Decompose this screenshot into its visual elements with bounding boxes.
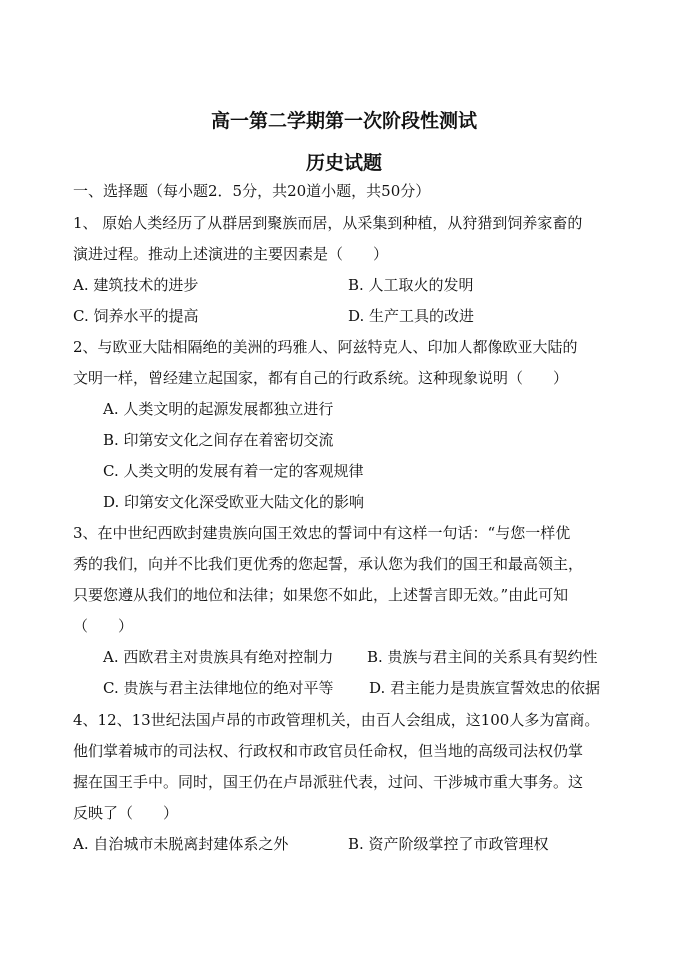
q4-option-b: B. 资产阶级掌控了市政管理权 — [348, 835, 549, 853]
q3-stem-line4: （ ） — [73, 617, 134, 635]
q1-option-d: D. 生产工具的改进 — [348, 307, 475, 325]
q4-stem-line1: 4、12、13世纪法国卢昂的市政管理机关，由百人会组成，这100人多为富商。 — [73, 711, 600, 729]
q1-option-c: C. 饲养水平的提高 — [73, 307, 199, 325]
q3-stem-line3: 只要您遵从我们的地位和法律；如果您不如此，上述誓言即无效。”由此可知 — [73, 586, 569, 604]
q3-option-a: A. 西欧君主对贵族具有绝对控制力 — [103, 648, 334, 666]
q1-option-a: A. 建筑技术的进步 — [73, 276, 199, 294]
q4-option-a: A. 自治城市未脱离封建体系之外 — [73, 835, 289, 853]
q3-option-d: D. 君主能力是贵族宣誓效忠的依据 — [369, 679, 601, 697]
q2-option-b: B. 印第安文化之间存在着密切交流 — [103, 431, 334, 449]
exam-title: 高一第二学期第一次阶段性测试 — [210, 110, 477, 132]
q2-option-a: A. 人类文明的起源发展都独立进行 — [103, 400, 334, 418]
q3-option-c: C. 贵族与君主法律地位的绝对平等 — [103, 679, 334, 697]
q4-stem-line3: 握在国王手中。同时，国王仍在卢昂派驻代表，过问、干涉城市重大事务。这 — [73, 773, 584, 791]
q3-option-b: B. 贵族与君主间的关系具有契约性 — [367, 648, 598, 666]
q2-option-c: C. 人类文明的发展有着一定的客观规律 — [103, 462, 364, 480]
section-header: 一、选择题（每小题2．5分，共20道小题，共50分） — [73, 182, 431, 200]
q4-stem-line4: 反映了（ ） — [73, 804, 179, 822]
q2-stem-line2: 文明一样，曾经建立起国家，都有自己的行政系统。这种现象说明（ ） — [73, 369, 569, 387]
q1-stem-line2: 演进过程。推动上述演进的主要因素是（ ） — [73, 245, 389, 263]
q4-stem-line2: 他们掌着城市的司法权、行政权和市政官员任命权，但当地的高级司法权仍掌 — [73, 742, 584, 760]
q3-stem-line1: 3、在中世纪西欧封建贵族向国王效忠的誓词中有这样一句话：“与您一样优 — [73, 524, 571, 542]
q2-stem-line1: 2、与欧亚大陆相隔绝的美洲的玛雅人、阿兹特克人、印加人都像欧亚大陆的 — [73, 338, 578, 356]
exam-subtitle: 历史试题 — [305, 152, 382, 174]
q2-option-d: D. 印第安文化深受欧亚大陆文化的影响 — [103, 493, 365, 511]
q3-stem-line2: 秀的我们，向并不比我们更优秀的您起誓，承认您为我们的国王和最高领主， — [73, 555, 584, 573]
q1-stem-line1: 1、 原始人类经历了从群居到聚族而居，从采集到种植，从狩猎到饲养家畜的 — [73, 214, 583, 232]
q1-option-b: B. 人工取火的发明 — [348, 276, 474, 294]
